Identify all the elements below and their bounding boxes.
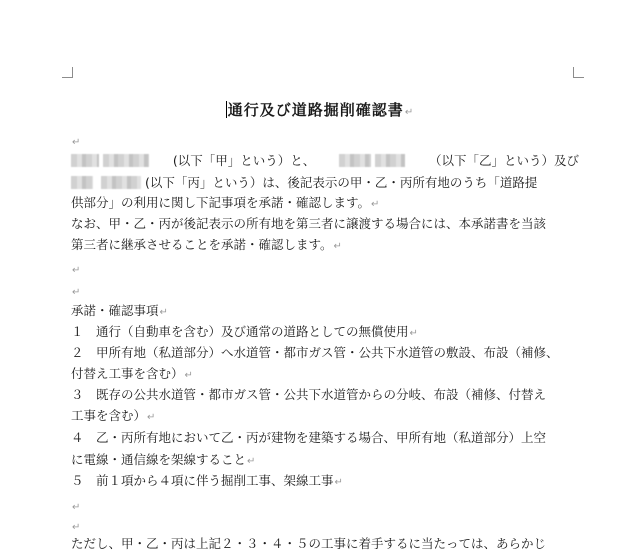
paragraph-mark: ↵ [72, 265, 81, 276]
intro-text: 第三者に継承させることを承諾・確認します。 [71, 237, 333, 252]
redacted-name [71, 176, 93, 189]
item-text: に電線・通信線を架線すること [71, 452, 247, 467]
closing-text: ただし、甲・乙・丙は上記２・３・４・５の工事に着手するに当たっては、あらかじ [71, 536, 547, 551]
paragraph-mark: ↵ [72, 137, 81, 148]
item-text: ２ 甲所有地（私道部分）へ水道管・都市ガス管・公共下水道管の敷設、布設（補修、 [71, 345, 559, 360]
item-line[interactable] [71, 471, 579, 491]
item-line[interactable] [71, 406, 579, 426]
redacted-name [339, 154, 371, 167]
item-text: ４ 乙・丙所有地において乙・丙が建物を建築する場合、甲所有地（私道部分）上空 [71, 430, 547, 445]
paragraph-mark: ↵ [184, 370, 193, 381]
item-line[interactable] [71, 322, 579, 342]
redacted-name [375, 154, 405, 167]
items-heading-text: 承諾・確認事項 [71, 303, 159, 318]
paragraph-mark: ↵ [333, 241, 342, 252]
item-text: 工事を含む） [71, 408, 147, 423]
item-line[interactable] [71, 450, 579, 470]
intro-line-5[interactable] [71, 235, 579, 255]
paragraph-mark: ↵ [409, 328, 418, 339]
paragraph-mark: ↵ [159, 307, 168, 318]
paragraph-mark: ↵ [334, 477, 343, 488]
paragraph-mark: ↵ [247, 456, 256, 467]
page-corner-mark-top-right [573, 67, 584, 78]
items-heading[interactable] [71, 301, 579, 321]
intro-line-4[interactable] [71, 214, 579, 234]
redacted-name [103, 154, 149, 167]
item-line[interactable] [71, 385, 579, 405]
paragraph-mark: ↵ [404, 107, 415, 118]
item-text: ３ 既存の公共水道管・都市ガス管・公共下水道管からの分岐、布設（補修、付替え [71, 387, 547, 402]
item-text: 付替え工事を含む） [71, 366, 184, 381]
redacted-name [71, 154, 99, 167]
empty-paragraph[interactable] [71, 131, 579, 151]
intro-text: (以下「丙」という）は、後記表示の甲・乙・丙所有地のうち「道路提 [144, 175, 538, 190]
text-cursor [226, 101, 227, 118]
item-line[interactable] [71, 364, 579, 384]
paragraph-mark: ↵ [72, 522, 81, 533]
item-line[interactable] [71, 428, 579, 448]
paragraph-mark: ↵ [147, 412, 156, 423]
intro-text: なお、甲・乙・丙が後記表示の所有地を第三者に譲渡する場合には、本承諾書を当該 [71, 216, 547, 231]
closing-line[interactable] [71, 534, 579, 552]
intro-text: 供部分」の利用に関し下記事項を承諾・確認します。 [71, 195, 371, 210]
item-text: ５ 前１項から４項に伴う掘削工事、架線工事 [71, 473, 334, 488]
empty-paragraph[interactable] [71, 496, 579, 516]
intro-line-3[interactable] [71, 193, 579, 213]
empty-paragraph[interactable] [71, 259, 579, 279]
page-corner-mark-top-left [62, 67, 73, 78]
intro-line-1[interactable] [71, 151, 579, 171]
empty-paragraph[interactable] [71, 516, 579, 536]
item-text: １ 通行（自動車を含む）及び通常の道路としての無償使用 [71, 324, 409, 339]
document-title[interactable]: 通行及び道路掘削確認書 [227, 101, 404, 119]
document-title-line[interactable] [0, 99, 640, 120]
intro-text: （以下「乙」という）及び [428, 153, 579, 168]
paragraph-mark: ↵ [72, 502, 81, 513]
redacted-name [101, 176, 141, 189]
item-line[interactable] [71, 343, 579, 363]
paragraph-mark: ↵ [371, 199, 380, 210]
intro-text: (以下「甲」という）と、 [172, 153, 316, 168]
paragraph-mark: ↵ [72, 287, 81, 298]
intro-line-2[interactable] [71, 173, 579, 193]
empty-paragraph[interactable] [71, 281, 579, 301]
